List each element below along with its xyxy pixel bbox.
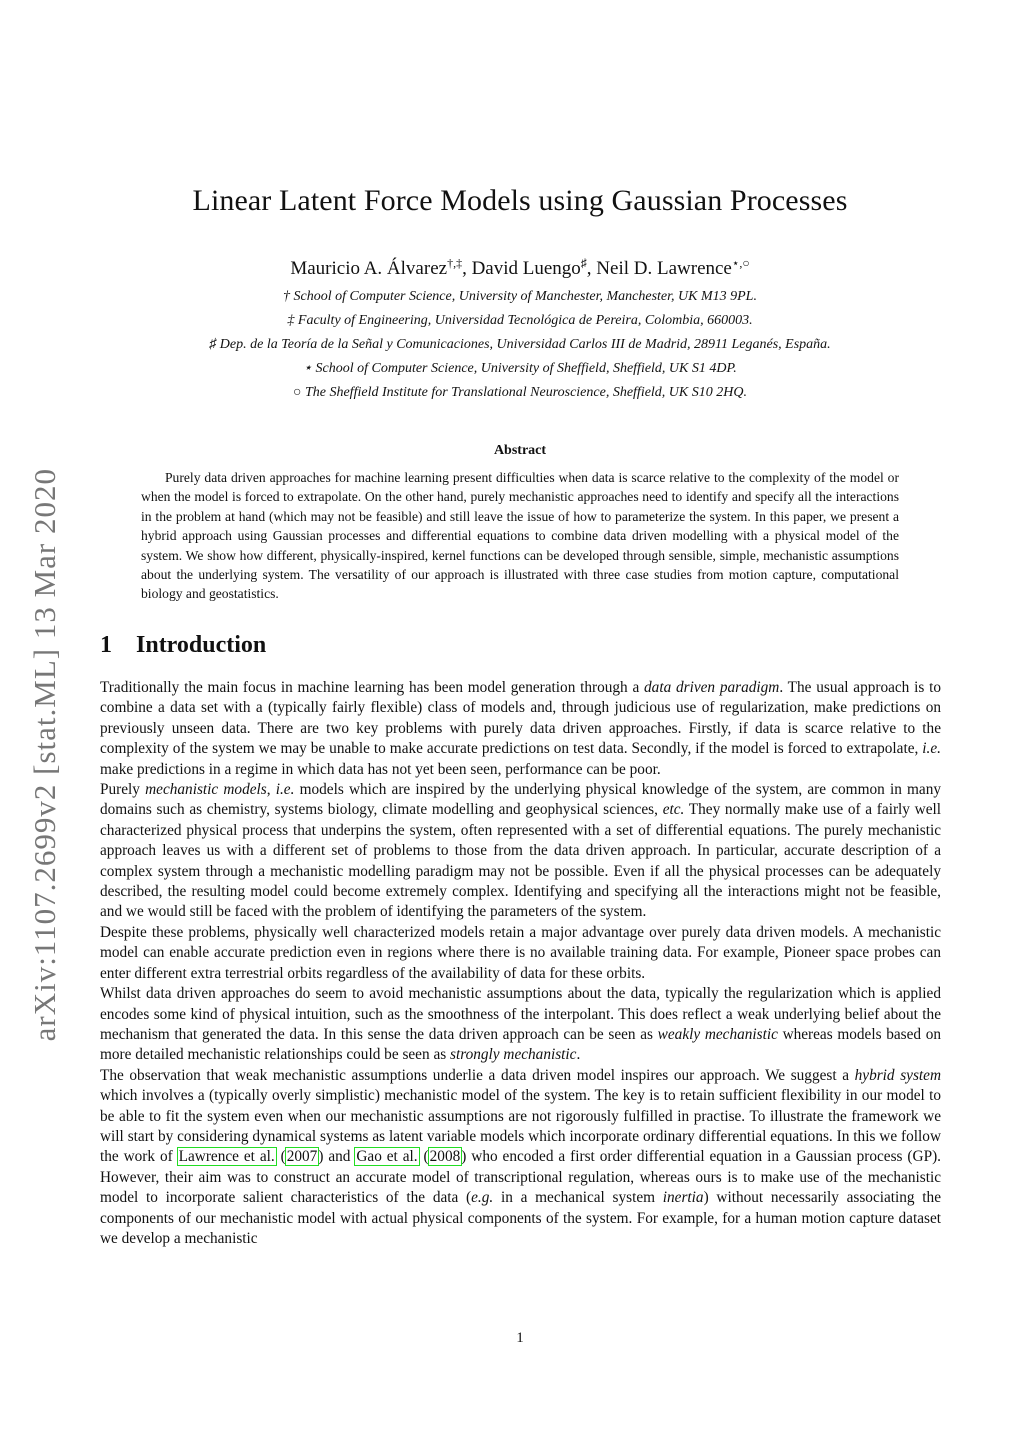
author-name: David Luengo	[471, 258, 581, 279]
affiliation: ‡ Faculty of Engineering, Universidad Tecnológica de Pereira, Colombia, 660003.	[287, 313, 753, 328]
text-run: who encoded a first order differential equation in a Gaussian process (GP). However, their aim was to construct an accurate model of transcriptional regulation, whereas ours is to make use of the mechanistic model to incorporate salient characteristics of the data (	[100, 1148, 941, 1207]
citation-link-gao[interactable]: Gao et al.	[356, 1148, 418, 1166]
emphasis: mechanistic models	[145, 781, 267, 799]
abstract-heading: Abstract	[493, 443, 547, 458]
text-run: which involves a (typically overly simplistic) mechanistic model of the system. The key is to retain sufficient flexibility in our model to be able to fit the system even when our mechanistic assumptions are not rigorously fulfilled in practise. To illustrate the framework we will start by considering dynamical systems as latent variable models which incorporate ordinary differential equations. In this we follow the work of	[100, 1087, 941, 1166]
emphasis: e.g.	[471, 1189, 494, 1207]
abstract-body	[141, 468, 899, 604]
arxiv-watermark	[20, 440, 70, 1070]
arxiv-id: arXiv:1107.2699v2 [stat.ML] 13 Mar 2020	[27, 468, 62, 1042]
text-run: )	[318, 1148, 324, 1166]
author-name: Mauricio A. Álvarez	[290, 258, 448, 279]
introduction-body	[100, 678, 941, 1249]
emphasis: hybrid system	[854, 1066, 941, 1084]
emphasis: data driven paradigm	[644, 679, 780, 696]
text-run: and	[323, 1148, 356, 1166]
text-run: . The usual approach is to combine a data set with a (typically fairly flexible) class of models and, through judicious use of regularization, make predictions on previously unseen data. There are two key problems with purely data driven approaches. Firstly, if data is scarce relative to the complexity of the system we may be unable to make accurate predictions on test data. Secondly, if the model is forced to extrapolate,	[100, 679, 941, 758]
text-run: (	[275, 1148, 286, 1166]
text-run: .	[576, 1046, 581, 1064]
text-run: models which are inspired by the underlying physical knowledge of the system, are common in many domains such as chemistry, systems biology, climate modelling and geophysical sciences,	[100, 781, 942, 819]
affiliation: ⋆ School of Computer Science, University of Sheffield, Sheffield, UK S1 4DP.	[303, 361, 737, 376]
author-list	[0, 256, 1024, 280]
text-run: (	[418, 1148, 429, 1166]
author-name: Neil D. Lawrence	[596, 258, 732, 279]
text-run: Purely	[100, 781, 146, 799]
paragraph	[100, 984, 941, 1066]
affiliation: † School of Computer Science, University of Manchester, Manchester, UK M13 9PL.	[283, 289, 757, 304]
emphasis: etc.	[662, 801, 685, 819]
emphasis: inertia	[662, 1189, 704, 1207]
section-title: Introduction	[136, 632, 267, 658]
affiliation-marks: ♯	[580, 256, 587, 270]
text-run: They normally make use of a fairly well characterized physical process that underpins the system, often represented with a set of differential equations. The purely mechanistic approach leaves us with a different set of problems to those from the data driven approach. In particular, accurate description of a complex system through a mechanistic modelling paradigm may not be possible. Even if all the physical processes can be adequately described, the resulting model could become extremely complex. Identifying and specifying all the interactions might not be feasible, and we would still be faced with the problem of identifying the parameters of the system.	[100, 801, 941, 921]
paper-title: Linear Latent Force Models using Gaussian Processes	[192, 184, 848, 217]
paragraph	[100, 678, 941, 780]
affiliation-marks: ⋆,○	[731, 256, 750, 270]
affiliation: ○ The Sheffield Institute for Translational Neuroscience, Sheffield, UK S10 2HQ.	[293, 385, 747, 400]
page-number: 1	[516, 1330, 524, 1346]
affiliation-marks: †,‡	[447, 256, 463, 270]
text-run: ) without necessarily associating the components of our mechanistic model with actual physical components of the system. For example, for a human motion capture dataset we develop a mechanistic	[100, 1189, 941, 1247]
paragraph	[100, 780, 941, 923]
emphasis: i.e.	[275, 781, 295, 799]
text-run: Traditionally the main focus in machine learning has been model generation through a	[100, 679, 645, 696]
affiliation-list	[0, 285, 1024, 405]
affiliation: ♯ Dep. de la Teoría de la Señal y Comunicaciones, Universidad Carlos III de Madrid, 28911 Leganés, España.	[209, 337, 831, 352]
section-heading	[100, 632, 266, 659]
text-run: whereas models based on more detailed mechanistic relationships could be seen as	[100, 1025, 942, 1064]
author-separator: ,	[586, 258, 597, 279]
text-run: ,	[266, 781, 276, 799]
citation-year-link[interactable]: 2007	[286, 1148, 318, 1166]
paragraph	[100, 1066, 941, 1250]
text-run: )	[461, 1148, 467, 1166]
citation-link-lawrence[interactable]: Lawrence et al.	[178, 1148, 275, 1166]
emphasis: strongly mechanistic	[450, 1046, 577, 1064]
author-separator: ,	[462, 258, 472, 279]
text-run: Whilst data driven approaches do seem to avoid mechanistic assumptions about the data, typically the regularization which is applied encodes some kind of physical intuition, such as the smoothness of the interpolant. This does reflect a weak underlying belief about the mechanism that generated the data. In this sense the data driven approach can be seen as	[100, 985, 941, 1043]
section-number: 1	[100, 632, 112, 658]
paragraph: Despite these problems, physically well characterized models retain a major advantage over purely data driven models. A mechanistic model can enable accurate prediction even in regions where there is no available training data. For example, Pioneer space probes can enter different extra terrestrial orbits regardless of the availability of data for these orbits.	[100, 923, 941, 982]
text-run: make predictions in a regime in which data has not yet been seen, performance can be poor.	[100, 760, 661, 778]
abstract-text: Purely data driven approaches for machine learning present difficulties when data is scarce relative to the complexity of the model or when the model is forced to extrapolate. On the other hand, purely mechanistic approaches need to identify and specify all the interactions in the problem at hand (which may not be feasible) and still leave the issue of how to parameterize the system. In this paper, we present a hybrid approach using Gaussian processes and differential equations to combine data driven modelling with a physical model of the system. We show how different, physically-inspired, kernel functions can be developed through sensible, simple, mechanistic assumptions about the underlying system. The versatility of our approach is illustrated with three case studies from motion capture, computational biology and geostatistics.	[141, 470, 899, 602]
emphasis: weakly mechanistic	[657, 1025, 778, 1043]
citation-year-link[interactable]: 2008	[429, 1148, 461, 1166]
text-run: The observation that weak mechanistic assumptions underlie a data driven model inspires our approach. We suggest a	[100, 1066, 855, 1084]
text-run: in a mechanical system	[493, 1189, 663, 1207]
emphasis: i.e.	[922, 740, 941, 758]
